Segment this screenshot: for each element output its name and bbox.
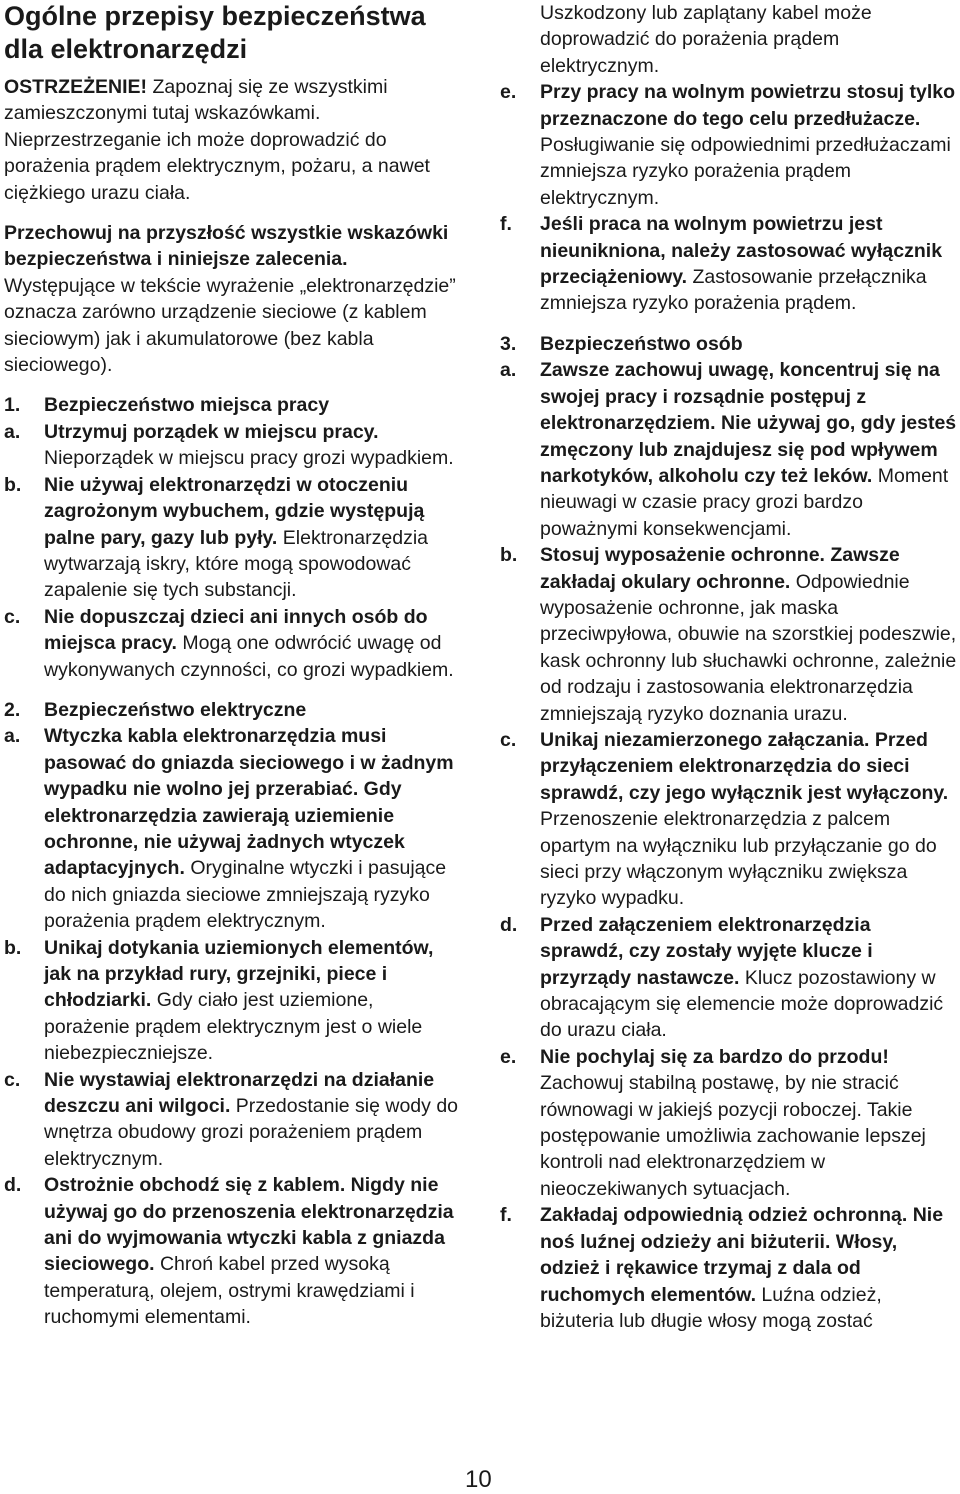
left-column [4,0,464,1331]
list-item: f. Jeśli praca na wolnym powietrzu jest nieunikniona, należy zastosować wyłącznik przeciążeniowy. Zastosowanie przełącznika zmniejsza ryzyko porażenia prądem. [500,213,943,315]
section-heading-2: 2. Bezpieczeństwo elektryczne [4,698,307,721]
list-item: b. Stosuj wyposażenie ochronne. Zawsze zakładaj okulary ochronne. Odpowiednie wyposażenie ochronne, jak maska przeciwpyłowa, obuwie na szorstkiej podeszwie, kask ochronny lub słuchawki ochronne, zależnie od rodzaju i zastosowania elektronarzędzia zmniejszają ryzyko doznania urazu. [500,544,957,725]
list-item: e. Nie pochylaj się za bardzo do przodu! Zachowuj stabilną postawę, by nie stracić równowagi w jakiejś pozycji roboczej. Takie postępowanie umożliwia zachowanie lepszej kontroli nad elektronarzędziem w nieoczekiwanych sytuacjach. [500,1045,926,1200]
list-item: b. Unikaj dotykania uziemionych elementów, jak na przykład rury, grzejniki, piece i chłodziarki. Gdy ciało jest uziemione, porażenie prądem elektrycznym jest o wiele niebezpieczniejsze. [4,936,434,1065]
warning-text: Zapoznaj się ze wszystkimi zamieszczonymi tutaj wskazówkami. Nieprzestrzeganie ich może doprowadzić do porażenia prądem elektrycznym, pożaru, a nawet ciężkiego urazu ciała. [4,76,430,204]
keep-instructions-text: Występujące w tekście wyrażenie „elektronarzędzie” oznacza zarówno urządzenie sieciowe (z kablem sieciowym) jak i akumulatorowe (bez kabla sieciowego). [4,274,456,377]
page-title: Ogólne przepisy bezpieczeństwa dla elektronarzędzi [4,1,426,64]
section-heading-1: 1. Bezpieczeństwo miejsca pracy [4,394,330,417]
warning-paragraph [4,74,464,206]
right-column [500,0,957,1334]
keep-instructions-paragraph [4,220,464,378]
list-item: d. Przed załączeniem elektronarzędzia sprawdź, czy zostały wyjęte klucze i przyrządy nastawcze. Klucz pozostawiony w obracającym się elemencie może doprowadzić do urazu ciała. [500,913,944,1042]
section-heading-3: 3. Bezpieczeństwo osób [500,332,743,355]
continued-paragraph: Uszkodzony lub zaplątany kabel może doprowadzić do porażenia prądem elektrycznym. [540,2,872,77]
list-item: e. Przy pracy na wolnym powietrzu stosuj tylko przeznaczone do tego celu przedłużacze. Posługiwanie się odpowiednimi przedłużaczami zmniejsza ryzyko porażenia prądem elektrycznym. [500,81,956,209]
list-item: f. Zakładaj odpowiednią odzież ochronną. Nie noś luźnej odzieży ani biżuterii. Włosy, odzież i rękawice trzymaj z dala od ruchomych elementów. Luźna odzież, biżuteria lub długie włosy mogą zostać [500,1204,944,1332]
page-number: 10 [465,1466,492,1493]
keep-instructions-bold: Przechowuj na przyszłość wszystkie wskazówki bezpieczeństwa i niniejsze zalecenia. [4,222,449,271]
warning-label: OSTRZEŻENIE! [4,76,148,98]
list-item: b. Nie używaj elektronarzędzi w otoczeniu zagrożonym wybuchem, gdzie występują palne pary, gazy lub pyły. Elektronarzędzia wytwarzają iskry, które mogą spowodować zapalenie się tych substancji. [4,473,429,602]
list-item: a. Zawsze zachowuj uwagę, koncentruj się na swojej pracy i rozsądnie postępuj z elektronarzędziem. Nie używaj go, gdy jesteś zmęczony lub znajdujesz się pod wpływem narkotyków, alkoholu czy też leków. Moment nieuwagi w czasie pracy grozi bardzo poważnymi konsekwencjami. [500,359,957,540]
list-item: d. Ostrożnie obchodź się z kablem. Nigdy nie używaj go do przenoszenia elektronarzędzia ani do wyjmowania wtyczki kabla z gniazda sieciowego. Chroń kabel przed wysoką temperaturą, olejem, ostrymi krawędziami i ruchomymi elementami. [4,1174,454,1329]
list-item: a. Wtyczka kabla elektronarzędzia musi pasować do gniazda sieciowego i w żadnym wypadku nie wolno jej przerabiać. Gdy elektronarzędzia zawierają uziemienie ochronne, nie używaj żadnych wtyczek adaptacyjnych. Oryginalne wtyczki i pasujące do nich gniazda sieciowe zmniejszają ryzyko porażenia prądem elektrycznym. [4,725,454,933]
list-item: c. Unikaj niezamierzonego załączania. Przed przyłączeniem elektronarzędzia do sieci sprawdź, czy jego wyłącznik jest wyłączony. Przenoszenie elektronarzędzia z palcem opartym na wyłączniku lub przyłączanie go do sieci przy włączonym wyłączniku zwiększa ryzyko wypadku. [500,728,949,910]
list-item: a. Utrzymuj porządek w miejscu pracy. Nieporządek w miejscu pracy grozi wypadkiem. [4,420,454,470]
list-item: c. Nie dopuszczaj dzieci ani innych osób do miejsca pracy. Mogą one odwrócić uwagę od wykonywanych czynności, co grozi wypadkiem. [4,605,454,681]
list-item: c. Nie wystawiaj elektronarzędzi na działanie deszczu ani wilgoci. Przedostanie się wody do wnętrza obudowy grozi porażeniem prądem elektrycznym. [4,1068,459,1170]
